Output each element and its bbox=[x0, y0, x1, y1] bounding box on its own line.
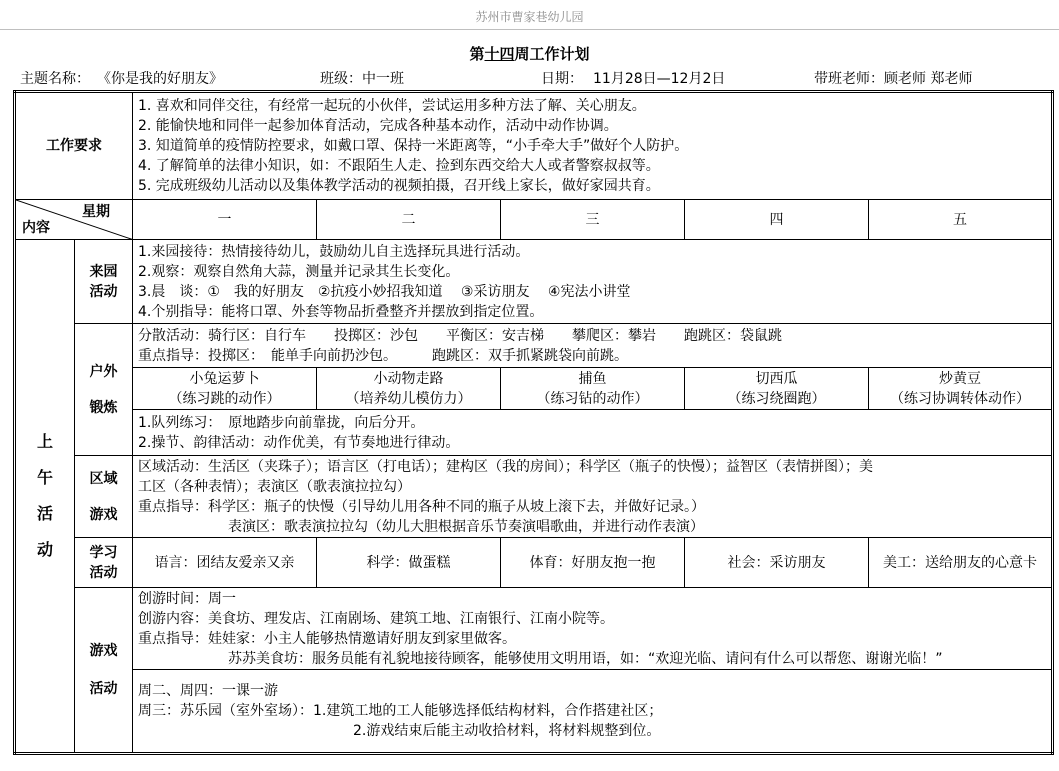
class-label: 班级： bbox=[320, 71, 362, 87]
weekday-fri: 五 bbox=[869, 200, 1053, 240]
game-name: 捕鱼 bbox=[578, 370, 607, 387]
arrival-row bbox=[15, 240, 1053, 324]
creative-line: 创游内容：美食坊、理发店、江南剧场、建筑工地、江南银行、江南小院等。 bbox=[138, 610, 614, 627]
title-suffix: 周工作计划 bbox=[514, 45, 590, 63]
learning-label bbox=[75, 538, 133, 588]
morning-label-char: 动 bbox=[36, 540, 53, 559]
corner-weekday-label: 星期 bbox=[82, 204, 110, 220]
requirements-content bbox=[133, 92, 1053, 200]
games-label bbox=[75, 588, 133, 754]
creative-line: 重点指导：娃娃家：小主人能够热情邀请好朋友到家里做客。 bbox=[138, 630, 516, 647]
weekday-wed: 三 bbox=[501, 200, 685, 240]
game-goal: （练习钻的动作） bbox=[536, 390, 649, 407]
area-line: 重点指导：科学区：瓶子的快慢（引导幼儿用各种不同的瓶子从坡上滚下去，并做好记录。） bbox=[138, 498, 705, 515]
outdoor-label-line: 锻炼 bbox=[89, 399, 118, 416]
other-games-content bbox=[133, 670, 1053, 754]
area-label-line: 游戏 bbox=[89, 506, 118, 523]
outdoor-label bbox=[75, 324, 133, 456]
learning-item: 体育：好朋友抱一抱 bbox=[501, 538, 685, 588]
game-name: 炒黄豆 bbox=[939, 370, 982, 387]
outdoor-label-line: 户外 bbox=[89, 363, 118, 380]
other-games-row bbox=[15, 670, 1053, 754]
area-games-label bbox=[75, 456, 133, 538]
requirements-row bbox=[15, 92, 1053, 200]
arrival-content bbox=[133, 240, 1053, 324]
area-line: 表演区：歌表演拉拉勾（幼儿大胆根据音乐节奏演唱歌曲，并进行动作表演） bbox=[228, 518, 704, 535]
requirement-item: 1. 喜欢和同伴交往，有经常一起玩的小伙伴，尝试运用多种方法了解、关心朋友。 bbox=[138, 98, 646, 114]
game-name: 小动物走路 bbox=[373, 370, 444, 387]
morning-label-char: 上 bbox=[36, 432, 53, 451]
arrival-line: 3.晨 谈：① 我的好朋友 ②抗疫小妙招我知道 ③采访朋友 ④宪法小讲堂 bbox=[138, 283, 631, 300]
game-goal: （练习绕圈跑） bbox=[727, 390, 826, 407]
teacher-value: 顾老师 郑老师 bbox=[884, 71, 973, 87]
weekly-plan-table bbox=[13, 90, 1054, 755]
corner-content-label: 内容 bbox=[22, 220, 50, 236]
outdoor-games-row bbox=[15, 368, 1053, 410]
date-value: 11月28日—12月2日 bbox=[593, 71, 726, 87]
learning-item: 科学：做蛋糕 bbox=[317, 538, 501, 588]
date-label: 日期： bbox=[541, 71, 583, 87]
learning-label-line: 活动 bbox=[89, 564, 118, 581]
area-games-row bbox=[15, 456, 1053, 538]
arrival-line: 4.个别指导：能将口罩、外套等物品折叠整齐并摆放到指定位置。 bbox=[138, 303, 544, 320]
theme-info bbox=[20, 68, 223, 88]
school-name: 苏州市曹家巷幼儿园 bbox=[475, 10, 584, 24]
morning-activities-label bbox=[15, 240, 75, 754]
week-number: 十四 bbox=[484, 45, 515, 63]
creative-games-content bbox=[133, 588, 1053, 670]
creative-line: 创游时间：周一 bbox=[138, 590, 236, 607]
game-name: 切西瓜 bbox=[755, 370, 798, 387]
morning-label-char: 午 bbox=[36, 468, 53, 487]
outdoor-game-cell bbox=[133, 368, 317, 410]
game-goal: （练习协调转体动作） bbox=[890, 390, 1031, 407]
requirements-label: 工作要求 bbox=[15, 92, 133, 200]
weekday-thu: 四 bbox=[685, 200, 869, 240]
requirement-item: 4. 了解简单的法律小知识，如：不跟陌生人走、捡到东西交给大人或者警察叔叔等。 bbox=[138, 158, 660, 174]
arrival-label-line: 来园 bbox=[89, 263, 118, 280]
weekday-mon: 一 bbox=[133, 200, 317, 240]
title-prefix: 第 bbox=[469, 45, 485, 63]
requirement-item: 2. 能愉快地和同伴一起参加体育活动，完成各种基本动作，活动中动作协调。 bbox=[138, 118, 618, 134]
learning-item: 社会：采访朋友 bbox=[685, 538, 869, 588]
weekday-content-corner bbox=[15, 200, 133, 240]
games-label-line: 游戏 bbox=[89, 643, 118, 659]
other-game-line: 周二、周四：一课一游 bbox=[138, 683, 278, 699]
arrival-label-line: 活动 bbox=[89, 283, 118, 300]
theme-label: 主题名称： bbox=[20, 71, 90, 87]
class-value: 中一班 bbox=[362, 71, 404, 87]
learning-label-line: 学习 bbox=[89, 544, 118, 561]
game-goal: （培养幼儿模仿力） bbox=[345, 390, 472, 407]
page-title bbox=[0, 43, 1059, 64]
teacher-info bbox=[814, 68, 972, 88]
outdoor-row bbox=[15, 324, 1053, 368]
class-info bbox=[320, 68, 404, 88]
area-games-content bbox=[133, 456, 1053, 538]
outdoor-line: 重点指导：投掷区： 能单手向前扔沙包。 跑跳区：双手抓紧跳袋向前跳。 bbox=[138, 347, 628, 364]
header-divider bbox=[0, 29, 1059, 30]
area-line: 区域活动：生活区（夹珠子）；语言区（打电话）；建构区（我的房间）；科学区（瓶子的快慢）；益智区（表情拼图）；美 bbox=[138, 458, 873, 475]
weekday-tue: 二 bbox=[317, 200, 501, 240]
teacher-label: 带班老师： bbox=[814, 71, 884, 87]
weekday-header-row bbox=[15, 200, 1053, 240]
theme-value: 《你是我的好朋友》 bbox=[104, 71, 223, 87]
learning-row bbox=[15, 538, 1053, 588]
creative-games-row bbox=[15, 588, 1053, 670]
date-info bbox=[541, 68, 725, 88]
outdoor-game-cell bbox=[317, 368, 501, 410]
exercise-line: 1.队列练习： 原地踏步向前靠拢，向后分开。 bbox=[138, 414, 425, 431]
exercise-row bbox=[15, 410, 1053, 456]
morning-label-char: 活 bbox=[36, 504, 53, 523]
outdoor-game-cell bbox=[501, 368, 685, 410]
area-label-line: 区域 bbox=[89, 470, 118, 487]
game-name: 小兔运萝卜 bbox=[189, 370, 260, 387]
arrival-line: 2.观察：观察自然角大蒜，测量并记录其生长变化。 bbox=[138, 263, 460, 280]
outdoor-game-cell bbox=[869, 368, 1053, 410]
learning-item: 美工：送给朋友的心意卡 bbox=[869, 538, 1053, 588]
other-game-line: 周三：苏乐园（室外室场）：1.建筑工地的工人能够选择低结构材料，合作搭建社区； bbox=[138, 703, 663, 719]
requirement-item: 5. 完成班级幼儿活动以及集体教学活动的视频拍摄，召开线上家长，做好家园共育。 bbox=[138, 178, 660, 194]
creative-line: 苏苏美食坊：服务员能有礼貌地接待顾客，能够使用文明用语，如：“欢迎光临、请问有什么可以帮您、谢谢光临！” bbox=[228, 650, 943, 667]
arrival-label bbox=[75, 240, 133, 324]
outdoor-game-cell bbox=[685, 368, 869, 410]
arrival-line: 1.来园接待：热情接待幼儿，鼓励幼儿自主选择玩具进行活动。 bbox=[138, 243, 530, 260]
area-line: 工区（各种表情）；表演区（歌表演拉拉勾） bbox=[138, 478, 411, 495]
outdoor-content bbox=[133, 324, 1053, 368]
exercise-line: 2.操节、韵律活动：动作优美，有节奏地进行律动。 bbox=[138, 434, 460, 451]
game-goal: （练习跳的动作） bbox=[168, 390, 281, 407]
learning-item: 语言：团结友爱亲又亲 bbox=[133, 538, 317, 588]
exercise-content bbox=[133, 410, 1053, 456]
other-game-line: 2.游戏结束后能主动收拾材料，将材料规整到位。 bbox=[353, 723, 661, 739]
games-label-line: 活动 bbox=[89, 681, 118, 697]
requirement-item: 3. 知道简单的疫情防控要求，如戴口罩、保持一米距离等，“小手牵大手”做好个人防护。 bbox=[138, 138, 689, 154]
outdoor-line: 分散活动：骑行区：自行车 投掷区：沙包 平衡区：安吉梯 攀爬区：攀岩 跑跳区：袋鼠跳 bbox=[138, 327, 782, 344]
